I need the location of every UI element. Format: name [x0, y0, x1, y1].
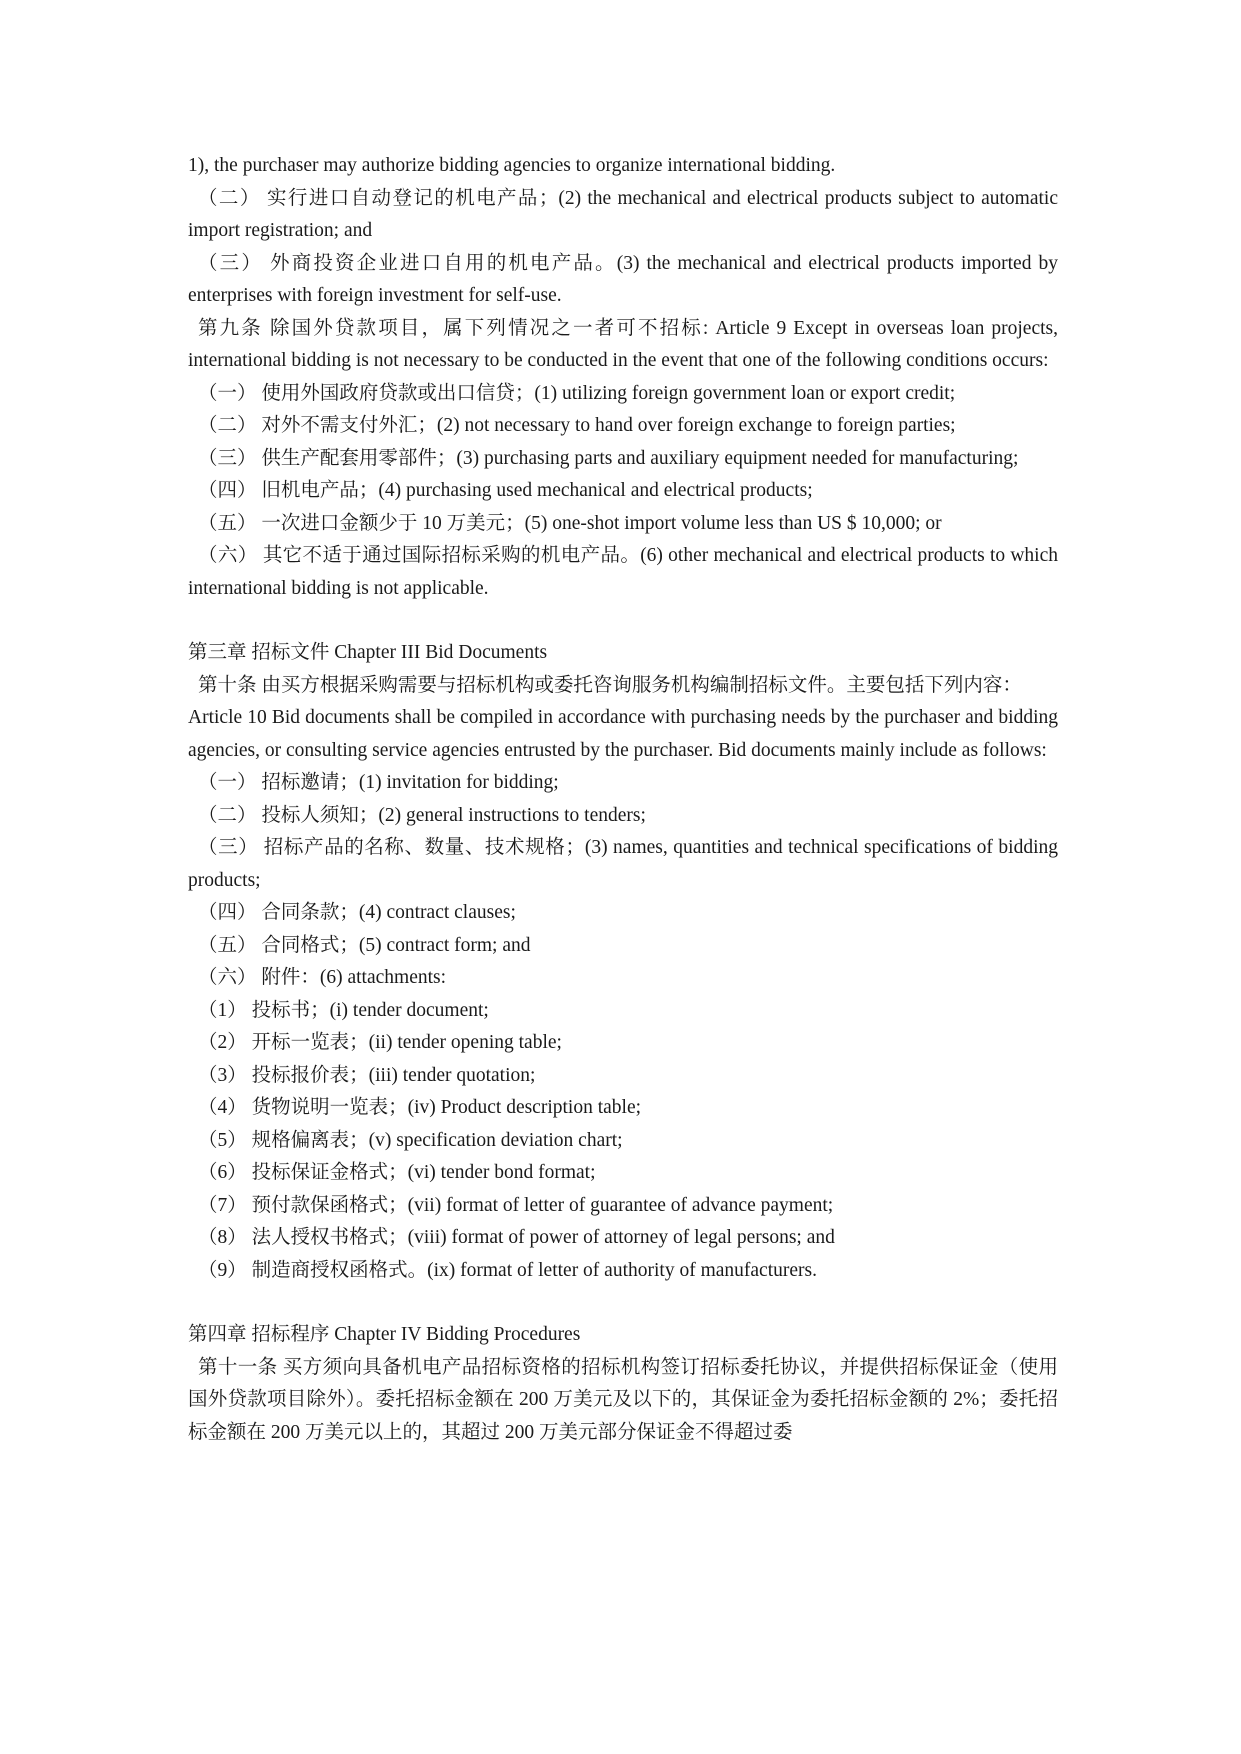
list-item: （五） 合同格式；(5) contract form; and	[198, 934, 531, 956]
attachment-item: （9） 制造商授权函格式。(ix) format of letter of authority of manufacturers.	[198, 1259, 817, 1281]
chapter-4-heading: 第四章 招标程序 Chapter IV Bidding Procedures	[188, 1324, 581, 1345]
attachment-item: （7） 预付款保函格式；(vii) format of letter of guarantee of advance payment;	[198, 1194, 834, 1216]
list-item: （一） 使用外国政府贷款或出口信贷；(1) utilizing foreign government loan or export credit;	[198, 382, 956, 404]
list-item: （五） 一次进口金额少于 10 万美元；(5) one-shot import volume less than US $ 10,000; or	[198, 512, 942, 534]
list-item: （一） 招标邀请；(1) invitation for bidding;	[198, 772, 559, 793]
chapter-3-heading: 第三章 招标文件 Chapter III Bid Documents	[188, 642, 548, 663]
attachment-item: （1） 投标书；(i) tender document;	[198, 999, 489, 1021]
list-item: （六） 其它不适于通过国际招标采购的机电产品。(6) other mechanical and electrical products to which international bidding is not applicable.	[188, 545, 1058, 599]
attachment-item: （4） 货物说明一览表；(iv) Product description table;	[198, 1097, 642, 1118]
document-page	[188, 150, 1058, 1449]
attachment-item: （2） 开标一览表；(ii) tender opening table;	[198, 1032, 562, 1053]
list-item: （四） 旧机电产品；(4) purchasing used mechanical and electrical products;	[198, 480, 813, 501]
list-item: （三） 外商投资企业进口自用的机电产品。(3) the mechanical and electrical products imported by enterprises with foreign investment for self-use.	[188, 252, 1058, 306]
list-item: （二） 对外不需支付外汇；(2) not necessary to hand over foreign exchange to foreign parties;	[198, 415, 956, 436]
article-11: 第十一条 买方须向具备机电产品招标资格的招标机构签订招标委托协议，并提供招标保证金（使用国外贷款项目除外）。委托招标金额在 200 万美元及以下的，其保证金为委托招标金额的 2%；委托招标金额在 200 万美元以上的，其超过 200 万美元部分保证金不得超过委	[188, 1356, 1058, 1443]
article-10-cn: 第十条 由买方根据采购需要与招标机构或委托咨询服务机构编制招标文件。主要包括下列内容：	[198, 674, 1022, 696]
list-item: （二） 投标人须知；(2) general instructions to tenders;	[198, 804, 646, 826]
list-item: （六） 附件：(6) attachments:	[198, 967, 447, 988]
attachment-item: （3） 投标报价表；(iii) tender quotation;	[198, 1064, 536, 1086]
list-item: （三） 招标产品的名称、数量、技术规格；(3) names, quantities and technical specifications of bidding products;	[188, 837, 1058, 891]
attachment-item: （5） 规格偏离表；(v) specification deviation chart;	[198, 1129, 623, 1151]
attachment-item: （6） 投标保证金格式；(vi) tender bond format;	[198, 1162, 596, 1183]
article-10-en: Article 10 Bid documents shall be compiled in accordance with purchasing needs by the purchaser and bidding agencies, or consulting service agencies entrusted by the purchaser. Bid documents mainly include as follows:	[188, 707, 1058, 761]
list-item: （四） 合同条款；(4) contract clauses;	[198, 902, 516, 923]
article-9: 第九条 除国外贷款项目，属下列情况之一者可不招标: Article 9 Except in overseas loan projects, international bidding is not necessary to be conducted in the event that one of the following conditions occurs:	[188, 317, 1058, 371]
paragraph: 1), the purchaser may authorize bidding agencies to organize international bidding.	[188, 155, 836, 176]
list-item: （二） 实行进口自动登记的机电产品；(2) the mechanical and electrical products subject to automatic import registration; and	[188, 187, 1058, 241]
list-item: （三） 供生产配套用零部件；(3) purchasing parts and auxiliary equipment needed for manufacturing;	[198, 447, 1019, 469]
attachment-item: （8） 法人授权书格式；(viii) format of power of attorney of legal persons; and	[198, 1227, 835, 1248]
